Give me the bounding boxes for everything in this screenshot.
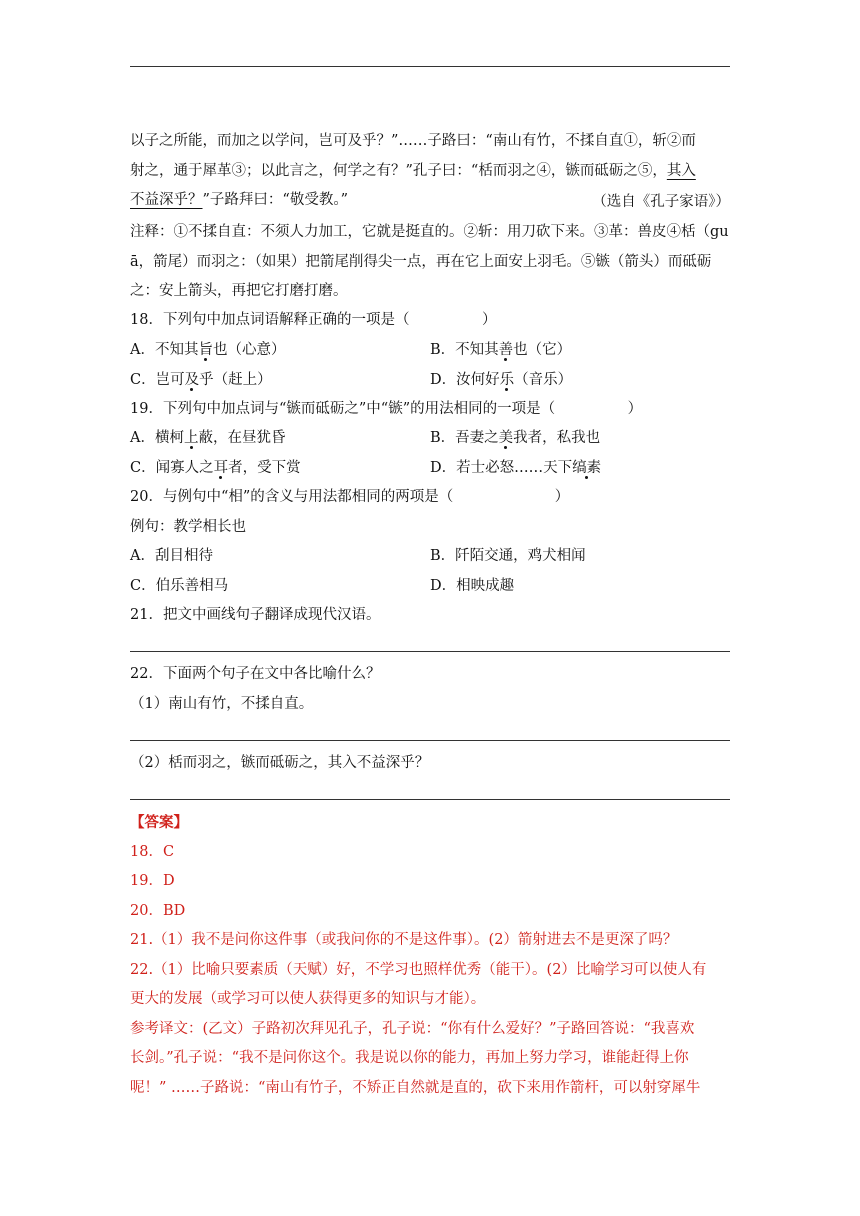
- question-19-stem: 19．下列句中加点词与“镞而砥砺之”中“镞”的用法相同的一项是（ ）: [130, 401, 643, 417]
- q18-option-a: A．不知其旨也（心意）: [130, 342, 286, 358]
- underlined-sentence-part-2: 不益深乎？: [130, 192, 203, 208]
- q19-option-d: D．若士必怒……天下缟素: [430, 459, 602, 476]
- dotted-word: 耳: [213, 459, 229, 476]
- question-21-stem: 21．把文中画线句子翻译成现代汉语。: [130, 607, 381, 623]
- question-20-stem: 20．与例句中“相”的含义与用法都相同的两项是（ ）: [130, 489, 570, 505]
- dotted-word: 美: [498, 430, 514, 446]
- underlined-sentence-part-1: 其入: [666, 162, 696, 179]
- answer-line-22-1: [130, 740, 730, 741]
- notes-line-2: ā，箭尾）而羽之：（如果）把箭尾削得尖一点，再在它上面安上羽毛。⑤镞（箭头）而砥砺: [130, 253, 712, 270]
- q19-option-c: C．闻寡人之耳者，受下赏: [130, 459, 301, 476]
- header-rule: [130, 66, 730, 67]
- question-20-options: [130, 542, 730, 601]
- answers-heading: 【答案】: [130, 814, 188, 831]
- q19-option-a: A．横柯上蔽，在昼犹昏: [130, 430, 286, 446]
- question-22-stem: 22．下面两个句子在文中各比喻什么？: [130, 666, 381, 682]
- question-22-part-2: （2）栝而羽之，镞而砥砺之，其入不益深乎？: [130, 755, 430, 771]
- question-18-options: [130, 336, 730, 395]
- passage-line-3-text: ”子路拜曰：“敬受教。”: [202, 192, 348, 208]
- dotted-word: 上: [183, 430, 199, 446]
- answer-line-21: [130, 651, 730, 652]
- passage-line-2: [130, 157, 730, 187]
- translation-line-3: 呢！” ……子路说：“南山有竹子，不矫正自然就是直的，砍下来用作箭杆，可以射穿犀牛: [130, 1079, 701, 1096]
- question-18-stem: 18．下列句中加点词语解释正确的一项是（ ）: [130, 312, 497, 328]
- translation-line-1: 参考译文：(乙文）子路初次拜见孔子，孔子说：“你有什么爱好？”子路回答说：“我喜欢: [130, 1020, 695, 1037]
- answers-section: [130, 808, 730, 1103]
- q20-option-a: A．刮目相待: [130, 548, 213, 564]
- passage-source: （选自《孔子家语》）: [592, 194, 730, 210]
- passage-line-1: 以子之所能，而加之以学问，岂可及乎？”……子路曰：“南山有竹，不揉自直①，斩②而: [130, 133, 696, 149]
- q20-option-d: D．相映成趣: [430, 577, 515, 594]
- notes: [130, 218, 730, 307]
- q18-option-b: B．不知其善也（它）: [430, 342, 572, 358]
- q19-option-b: B．吾妻之美我者，私我也: [430, 430, 601, 446]
- answer-18: 18．C: [130, 843, 175, 860]
- dotted-word: 缟素: [572, 459, 602, 476]
- question-22-part-1: （1）南山有竹，不揉自直。: [130, 696, 314, 712]
- q18-option-d: D．汝何好乐（音乐）: [430, 371, 573, 388]
- q20-option-b: B．阡陌交通，鸡犬相闻: [430, 548, 586, 564]
- dotted-word: 及: [184, 371, 200, 388]
- dotted-word: 旨: [198, 342, 213, 358]
- notes-line-1: 注释：①不揉自直：不须人力加工，它就是挺直的。②斩：用刀砍下来。③革：兽皮④栝（gu: [130, 224, 729, 240]
- answer-22-line-2: 更大的发展（或学习可以使人获得更多的知识与才能）。: [130, 991, 486, 1007]
- passage-line-2-text: 射之，通于犀革③；以此言之，何学之有？”孔子曰：“栝而羽之④，镞而砥砺之⑤，: [130, 162, 667, 179]
- answer-20: 20．BD: [130, 902, 186, 919]
- translation-line-2: 长剑。”孔子说：“我不是问你这个。我是说以你的能力，再加上努力学习，谁能赶得上你: [130, 1050, 689, 1066]
- q20-option-c: C．伯乐善相马: [130, 577, 229, 594]
- answer-line-22-2: [130, 799, 730, 800]
- answer-22-line-1: 22.（1）比喻只要素质（天赋）好，不学习也照样优秀（能干）。(2）比喻学习可以使人有: [130, 961, 707, 978]
- question-19-options: [130, 424, 730, 483]
- answer-21: 21.（1）我不是问你这件事（或我问你的不是这件事）。(2）箭射进去不是更深了吗？: [130, 932, 678, 948]
- answer-19: 19．D: [130, 873, 175, 889]
- question-20-example: 例句：教学相长也: [130, 519, 246, 535]
- q18-option-c: C．岂可及乎（赶上）: [130, 371, 272, 388]
- notes-line-3: 之：安上箭头，再把它打磨打磨。: [130, 283, 348, 299]
- dotted-word: 乐: [499, 371, 515, 388]
- dotted-word: 善: [498, 342, 514, 358]
